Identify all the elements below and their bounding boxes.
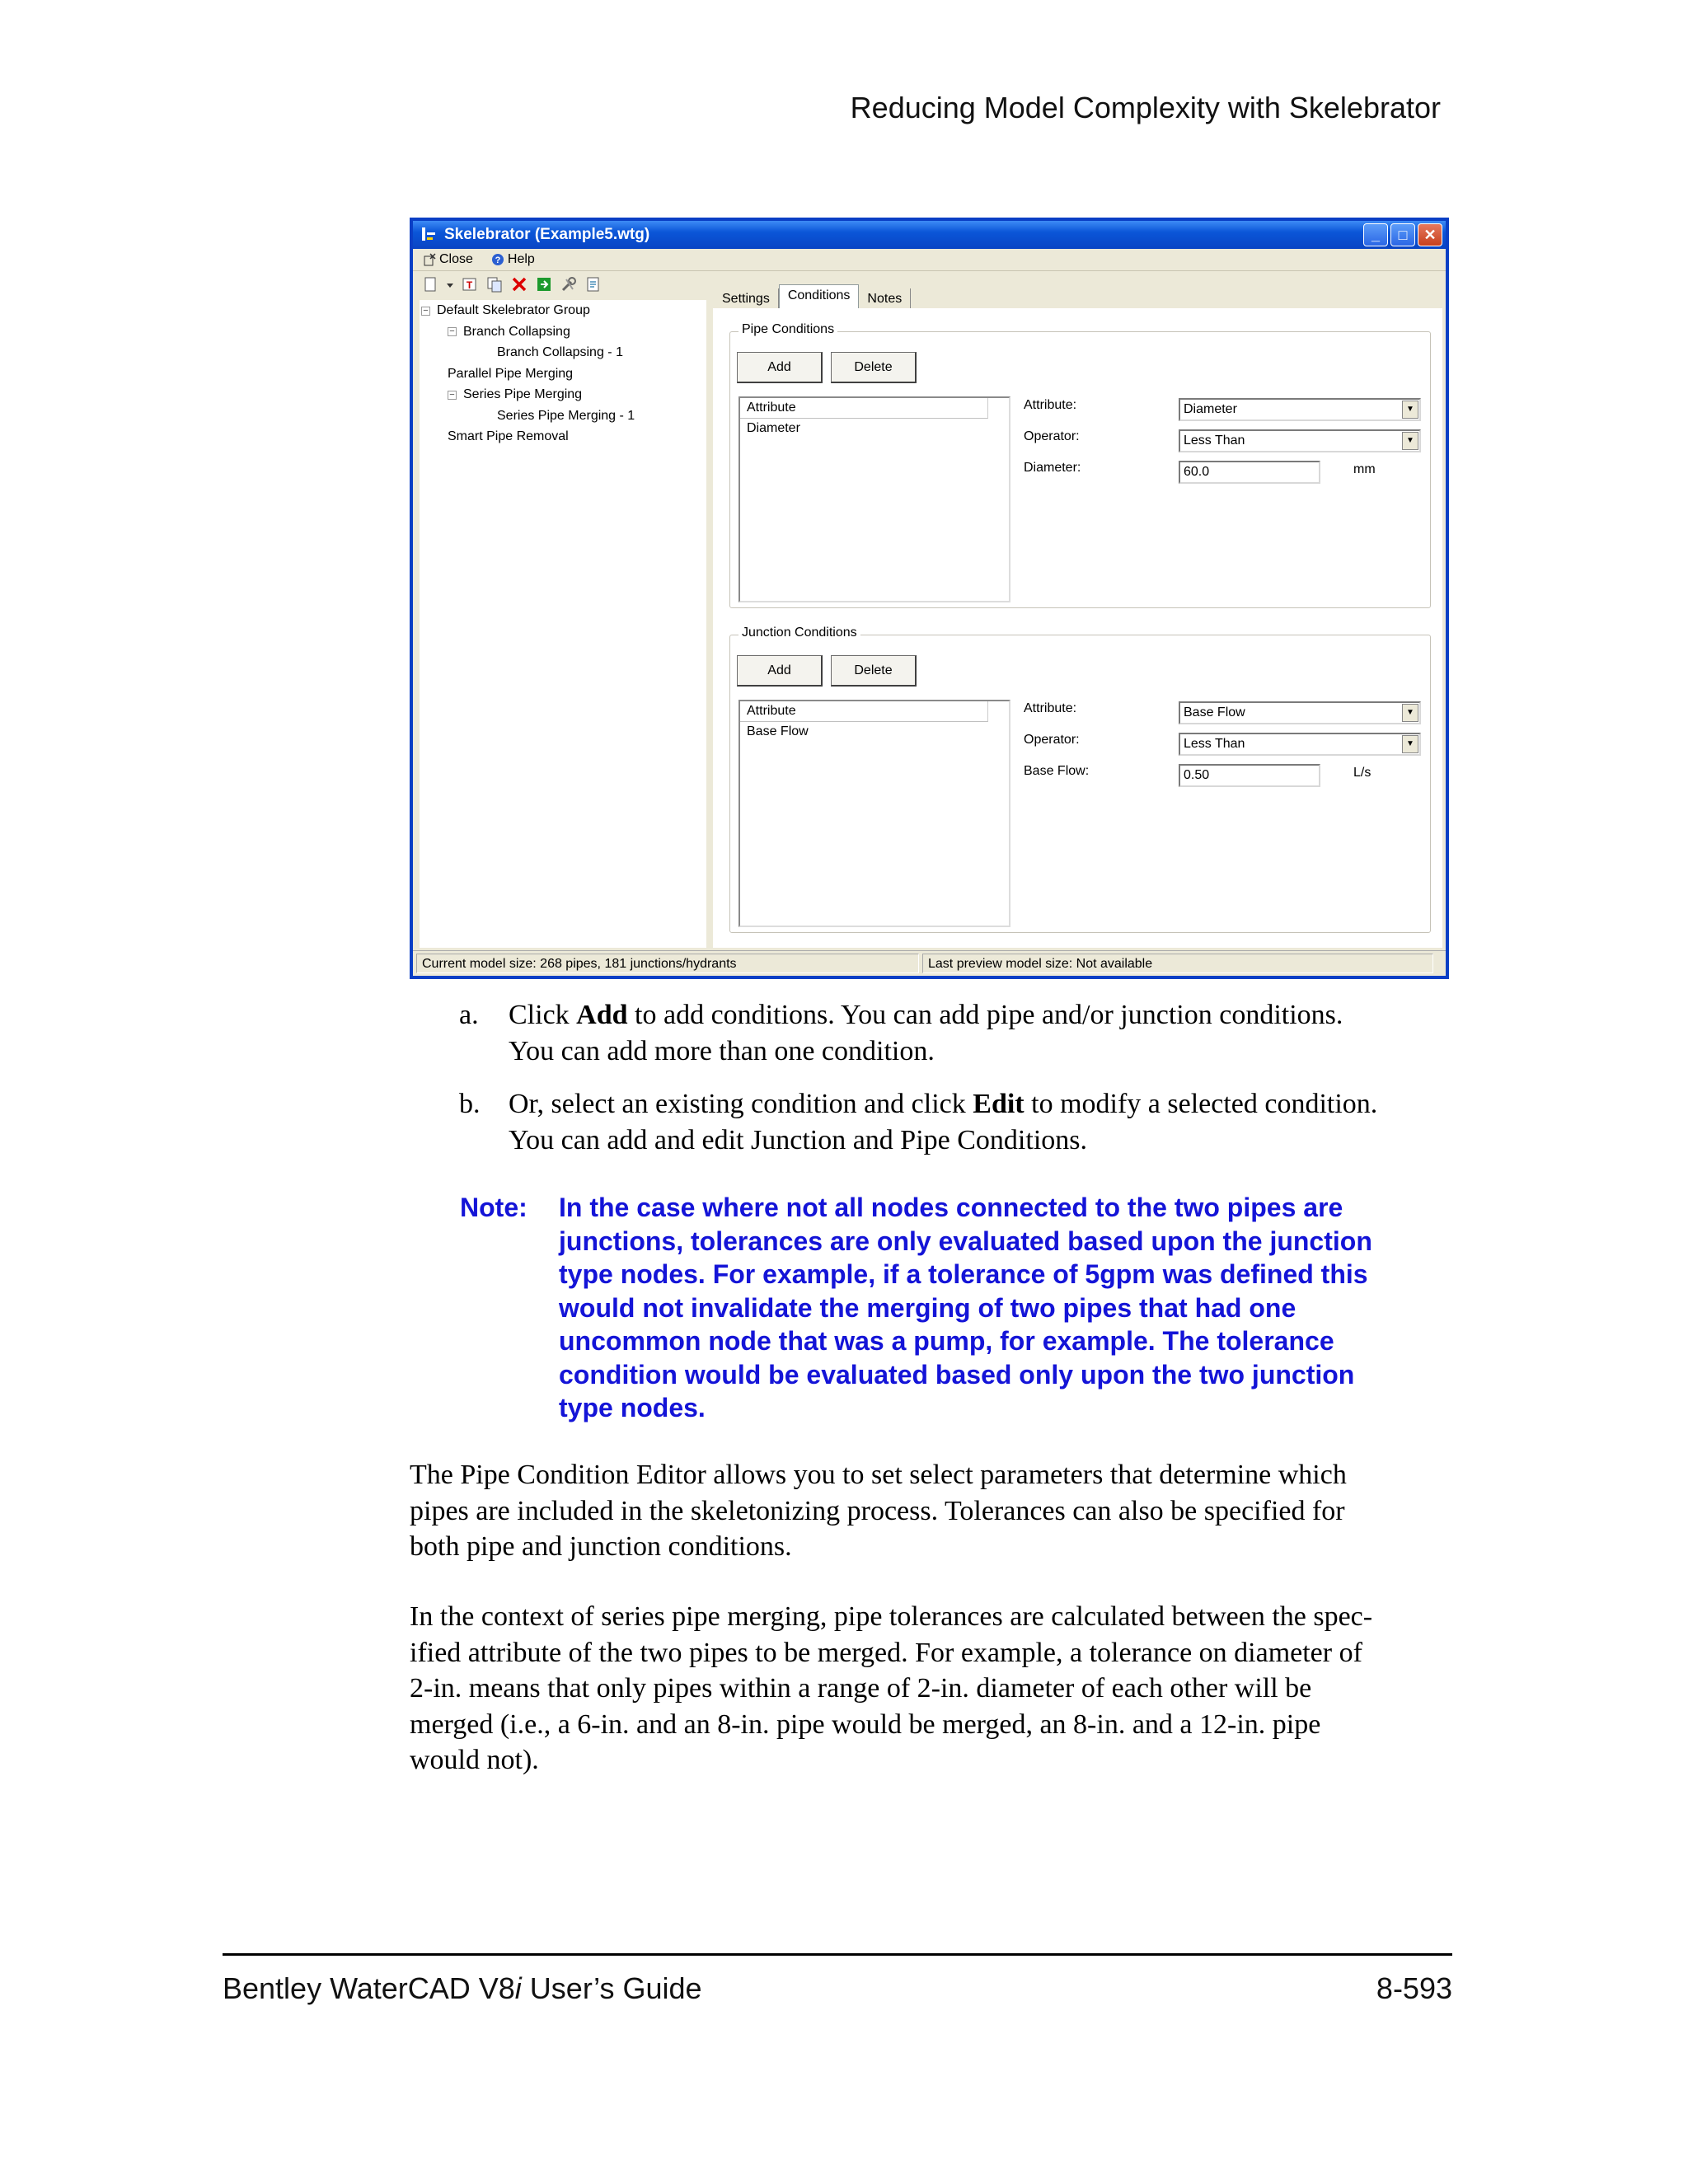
pipe-unit: mm [1353, 462, 1376, 476]
tree-item-label: Default Skelebrator Group [437, 303, 590, 317]
step-text: Or, select an existing condition and click [509, 1089, 973, 1119]
step-text: You can add more than one condition. [509, 1036, 935, 1066]
note-line: type nodes. [559, 1393, 706, 1422]
collapse-icon[interactable]: − [448, 391, 457, 400]
junction-operator-value: Less Than [1184, 737, 1245, 751]
step-text: to add conditions. You can add pipe and/or junction conditions. [627, 1000, 1343, 1030]
list-item[interactable]: Base Flow [747, 724, 809, 738]
note-line: would not invalidate the merging of two pipes that had one [559, 1292, 1296, 1323]
step-line [509, 1122, 1087, 1159]
pipe-attribute-value: Diameter [1184, 402, 1237, 416]
note-line: type nodes. For example, if a tolerance of 5gpm was defined this [559, 1259, 1368, 1289]
menu-close-label: Close [439, 252, 473, 266]
junction-add-button[interactable]: Add [737, 655, 823, 687]
help-icon [491, 253, 504, 266]
paragraph-line: merged (i.e., a 6-in. and an 8-in. pipe would be merged, an 8-in. and a 12-in. pipe [410, 1708, 1321, 1740]
junction-attribute-select[interactable] [1179, 701, 1421, 724]
close-doc-icon [423, 253, 436, 266]
chevron-down-icon[interactable]: ▼ [1402, 735, 1418, 753]
maximize-icon: □ [1398, 226, 1408, 243]
paragraph-line: The Pipe Condition Editor allows you to set select parameters that determine which [410, 1460, 1347, 1490]
note-line: uncommon node that was a pump, for example. The tolerance [559, 1326, 1334, 1356]
step-line [509, 1033, 935, 1070]
paragraph-line: both pipe and junction conditions. [410, 1531, 792, 1562]
tools-icon[interactable] [560, 275, 578, 293]
step-text: Click [509, 1000, 577, 1030]
pipe-value-label: Diameter: [1024, 461, 1081, 475]
tree-item-label: Parallel Pipe Merging [448, 366, 574, 381]
tree-item[interactable] [421, 302, 590, 320]
junction-value-label: Base Flow: [1024, 764, 1090, 778]
pipe-delete-button[interactable]: Delete [831, 352, 917, 383]
junction-operator-select[interactable] [1179, 733, 1421, 756]
dropdown-arrow-icon[interactable] [446, 275, 454, 293]
menu-help[interactable] [491, 252, 535, 267]
tree-item[interactable] [448, 386, 582, 404]
footer-title-italic: i [514, 1971, 522, 2005]
paragraph-line: pipes are included in the skeletonizing process. Tolerances can also be specified for [410, 1495, 1345, 1526]
pipe-add-button[interactable]: Add [737, 352, 823, 383]
close-window-button[interactable] [1418, 223, 1442, 246]
toolbar [418, 272, 711, 297]
run-icon[interactable] [535, 275, 553, 293]
junction-conditions-list[interactable] [738, 700, 1010, 927]
junction-conditions-title: Junction Conditions [738, 626, 860, 640]
note-text [559, 1191, 1372, 1425]
chevron-down-icon[interactable]: ▼ [1402, 401, 1418, 419]
step-letter: a. [459, 1000, 479, 1030]
copy-icon[interactable] [485, 275, 504, 293]
close-icon: ✕ [1423, 226, 1437, 243]
tab-strip [714, 287, 911, 310]
paragraph-line: would not). [410, 1745, 539, 1775]
tab-conditions[interactable]: Conditions [779, 284, 860, 310]
svg-text:?: ? [495, 255, 501, 265]
page-header: Reducing Model Complexity with Skelebrator [850, 91, 1441, 124]
note-line: junctions, tolerances are only evaluated based upon the junction [559, 1226, 1372, 1256]
collapse-icon[interactable]: − [421, 307, 430, 316]
junction-attribute-label: Attribute: [1024, 701, 1077, 715]
tree-item[interactable] [497, 407, 635, 425]
paragraph-line: In the context of series pipe merging, pipe tolerances are calculated between the spec- [410, 1601, 1373, 1632]
footer-rule [223, 1953, 1452, 1956]
step-text: to modify a selected condition. [1024, 1089, 1378, 1119]
rename-icon[interactable] [461, 275, 479, 293]
tree-item-label: Branch Collapsing - 1 [497, 345, 623, 359]
tab-notes[interactable]: Notes [859, 288, 911, 310]
step-command: Edit [973, 1089, 1025, 1119]
footer-title-pre: Bentley WaterCAD V8 [223, 1971, 515, 2005]
app-icon [420, 226, 438, 244]
note-label: Note: [460, 1193, 528, 1222]
conditions-panel [713, 308, 1442, 948]
status-bar [413, 950, 1446, 976]
menu-bar [413, 249, 1446, 271]
pipe-operator-select[interactable] [1179, 429, 1421, 452]
list-item[interactable]: Diameter [747, 421, 800, 435]
junction-baseflow-input[interactable]: 0.50 [1179, 764, 1320, 787]
footer-title-post: User’s Guide [521, 1971, 702, 2005]
tree-item[interactable] [448, 428, 569, 446]
junction-operator-label: Operator: [1024, 733, 1080, 747]
step-letter: b. [459, 1089, 481, 1119]
pipe-attribute-label: Attribute: [1024, 398, 1077, 412]
tree-item[interactable] [448, 365, 573, 383]
tab-settings[interactable]: Settings [714, 288, 779, 310]
chevron-down-icon[interactable]: ▼ [1402, 432, 1418, 450]
footer-title [223, 1971, 702, 2006]
step-text: You can add and edit Junction and Pipe Conditions. [509, 1125, 1087, 1155]
paragraph-line: ified attribute of the two pipes to be merged. For example, a tolerance on diameter of [410, 1637, 1362, 1668]
minimize-icon: _ [1371, 226, 1380, 243]
pipe-diameter-input[interactable]: 60.0 [1179, 461, 1320, 484]
title-bar[interactable] [413, 221, 1446, 249]
new-icon[interactable] [421, 275, 439, 293]
pipe-conditions-group [729, 322, 1431, 608]
menu-close[interactable] [423, 252, 473, 267]
pipe-list-header[interactable]: Attribute [740, 398, 988, 419]
chevron-down-icon[interactable]: ▼ [1402, 704, 1418, 722]
skelebrator-window [410, 218, 1449, 979]
svg-text:T: T [466, 279, 473, 291]
maximize-button[interactable] [1390, 223, 1415, 246]
paragraph-line: 2-in. means that only pipes within a range of 2-in. diameter of each other will be [410, 1673, 1312, 1704]
tree-item-label: Series Pipe Merging [463, 387, 583, 401]
status-current-size: Current model size: 268 pipes, 181 junctions/hydrants [416, 954, 919, 973]
tree-item[interactable] [448, 323, 570, 341]
step-line [509, 997, 1343, 1033]
skelebrator-tree [420, 300, 706, 948]
page-number: 8-593 [1376, 1971, 1452, 2005]
status-preview-size: Last preview model size: Not available [922, 954, 1433, 973]
pipe-operator-value: Less Than [1184, 434, 1245, 448]
step-command: Add [576, 1000, 628, 1030]
pipe-conditions-title: Pipe Conditions [738, 322, 837, 337]
tree-item-label: Smart Pipe Removal [448, 429, 569, 443]
tree-item[interactable] [497, 344, 623, 362]
window-title: Skelebrator (Example5.wtg) [444, 226, 650, 243]
tree-item-label: Series Pipe Merging - 1 [497, 408, 635, 423]
tree-item-label: Branch Collapsing [463, 324, 570, 339]
collapse-icon[interactable]: − [448, 327, 457, 336]
minimize-button[interactable] [1363, 223, 1388, 246]
pipe-attribute-select[interactable] [1179, 398, 1421, 421]
junction-conditions-group [729, 626, 1431, 933]
junction-attribute-value: Base Flow [1184, 705, 1245, 719]
report-icon[interactable] [584, 275, 603, 293]
note-line: In the case where not all nodes connected to the two pipes are [559, 1193, 1343, 1222]
pipe-conditions-list[interactable] [738, 396, 1010, 602]
junction-unit: L/s [1353, 766, 1372, 780]
delete-icon[interactable] [510, 275, 528, 293]
pipe-operator-label: Operator: [1024, 429, 1080, 443]
menu-help-label: Help [507, 252, 535, 266]
junction-list-header[interactable]: Attribute [740, 701, 988, 722]
note-line: condition would be evaluated based only upon the two junction [559, 1359, 1355, 1390]
step-line [509, 1086, 1377, 1122]
junction-delete-button[interactable]: Delete [831, 655, 917, 687]
